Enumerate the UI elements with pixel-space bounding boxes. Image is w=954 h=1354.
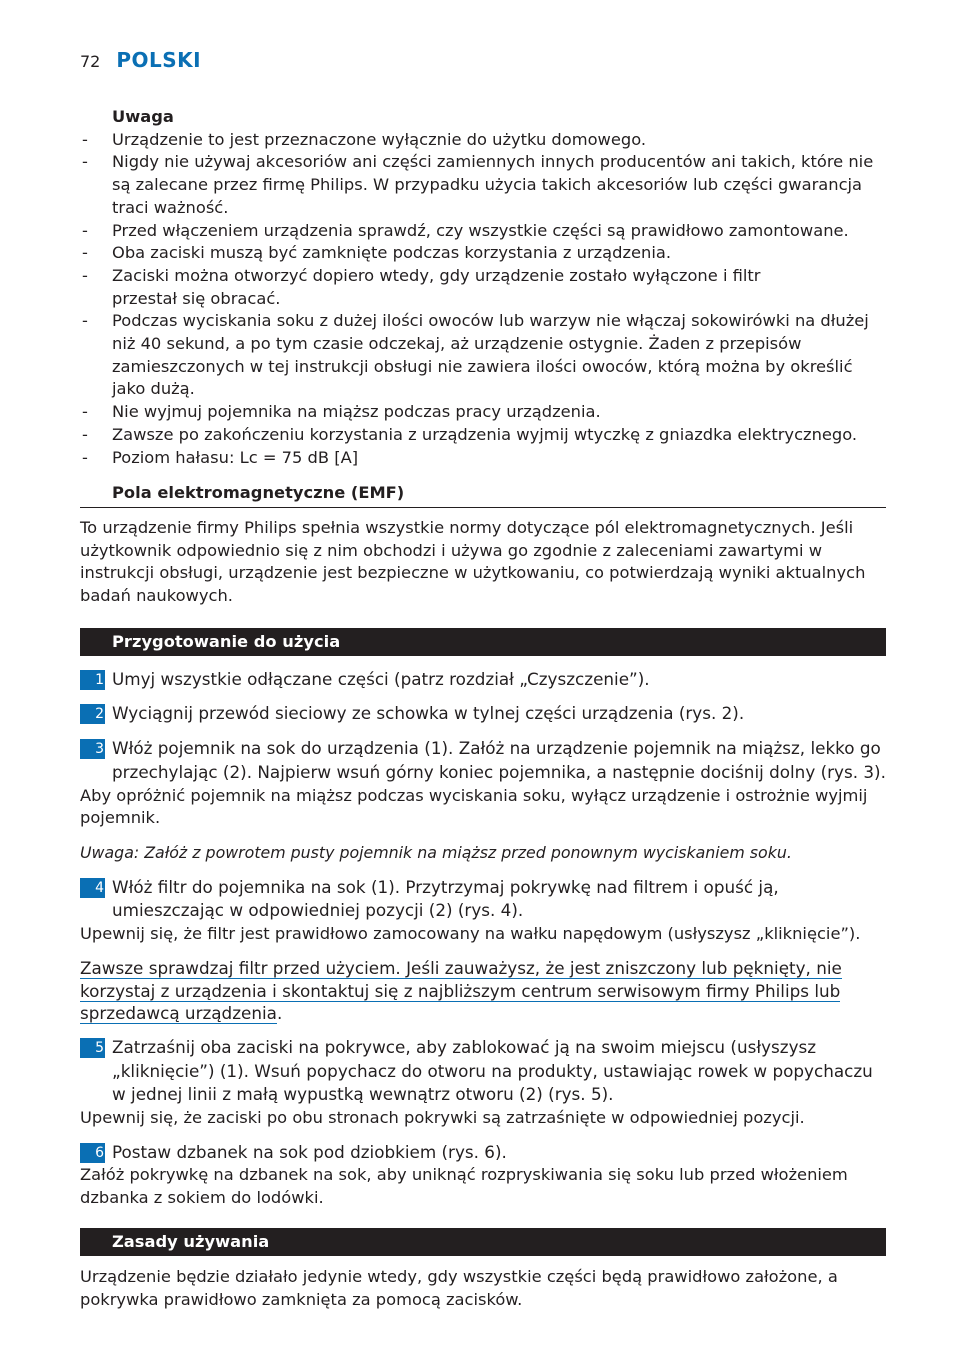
step-5 [80,1036,886,1107]
warning-item: - Nigdy nie używaj akcesoriów ani części zamiennych innych producentów ani takich, które nie są zalecane przez firmę Philips. W przypadku użycia takich akcesoriów lub części gwarancja traci ważność. [80,151,886,219]
rules-paragraph: Urządzenie będzie działało jedynie wtedy, gdy wszystkie części będą prawidłowo założone, a pokrywka prawidłowo zamknięta za pomocą zacisków. [80,1266,838,1309]
step-text: Włóż filtr do pojemnika na sok (1). Przytrzymaj pokrywkę nad filtrem i opuść ją, umieszczając w odpowiedniej pozycji (2) (rys. 4). [112,876,779,921]
step-number-badge: 1 [80,670,105,690]
step-number-badge: 2 [80,704,105,724]
emf-heading: Pola elektromagnetyczne (EMF) [80,482,886,508]
step-4 [80,876,886,923]
warning-item: - Nie wyjmuj pojemnika na miąższ podczas pracy urządzenia. [80,401,886,424]
section-heading-preparation: Przygotowanie do użycia [80,628,886,656]
warning-item: - Zaciski można otworzyć dopiero wtedy, gdy urządzenie zostało wyłączone i filtr przestał się obracać. [80,265,886,310]
warning-item: - Przed włączeniem urządzenia sprawdź, czy wszystkie części są prawidłowo zamontowane. [80,220,886,243]
warning-item: - Podczas wyciskania soku z dużej ilości owoców lub warzyw nie włączaj sokowirówki na dłużej niż 40 sekund, a po tym czasie odczekaj, aż urządzenie ostygnie. Żaden z przepisów zamieszczonych w tej instrukcji obsługi nie zawiera ilości owoców, którą można by określić jako dużą. [80,310,886,401]
filter-warning-line: Zawsze sprawdzaj filtr przed użyciem. Jeśli zauważysz, że jest zniszczony lub pęknięty, nie [80,957,842,978]
step-6 [80,1141,886,1165]
step-number-badge: 6 [80,1143,105,1163]
step-4-note: Upewnij się, że filtr jest prawidłowo zamocowany na wałku napędowym (usłyszysz „kliknięcie”). [80,924,861,944]
step-number-badge: 3 [80,739,105,759]
filter-warning [80,957,886,1025]
step-number-badge: 4 [80,878,105,898]
step-text: Umyj wszystkie odłączane części (patrz rozdział „Czyszczenie”). [112,668,650,689]
italic-note: Uwaga: Załóż z powrotem pusty pojemnik na miąższ przed ponownym wyciskaniem soku. [80,842,792,862]
page-number: 72 [80,52,101,71]
step-5-note: Upewnij się, że zaciski po obu stronach pokrywki są zatrzaśnięte w odpowiedniej pozycji. [80,1108,805,1128]
language-title: POLSKI [116,48,202,72]
step-text: Postaw dzbanek na sok pod dziobkiem (rys. 6). [112,1141,507,1162]
section-heading-rules: Zasady używania [80,1228,886,1256]
step-number-badge: 5 [80,1038,105,1058]
step-text: Włóż pojemnik na sok do urządzenia (1). Załóż na urządzenie pojemnik na miąższ, lekko go przechylając (2). Najpierw wsuń górny koniec pojemnika, a następnie dociśnij dolny (rys. 3). [112,738,886,782]
step-3 [80,737,886,784]
page-content [80,106,886,1311]
filter-warning-line: sprzedawcą urządzenia [80,1003,277,1024]
warning-list [80,129,886,470]
step-text: Zatrzaśnij oba zaciski na pokrywce, aby zablokować ją na swoim miejscu (usłyszysz „kliknięcie”) (1). Wsuń popychacz do otworu na produkty, ustawiając rowek w popychaczu w jednej linii z małą wypustką wewnątrz otworu (2) (rys. 5). [112,1036,873,1105]
step-2 [80,702,886,726]
filter-warning-end: . [276,1003,283,1024]
warning-item: - Urządzenie to jest przeznaczone wyłącznie do użytku domowego. [80,129,886,152]
step-6-note: Załóż pokrywkę na dzbanek na sok, aby uniknąć rozpryskiwania się soku lub przed włożeniem dzbanka z sokiem do lodówki. [80,1165,848,1208]
filter-warning-line: korzystaj z urządzenia i skontaktuj się z najbliższym centrum serwisowym firmy Philips lub [80,980,841,1001]
page-header [80,48,201,74]
warning-item: - Poziom hałasu: Lc = 75 dB [A] [80,447,886,470]
step-1 [80,668,886,692]
step-text: Wyciągnij przewód sieciowy ze schowka w tylnej części urządzenia (rys. 2). [112,703,745,724]
warning-item: - Oba zaciski muszą być zamknięte podczas korzystania z urządzenia. [80,242,886,265]
step-3-note: Aby opróżnić pojemnik na miąższ podczas wyciskania soku, wyłącz urządzenie i ostrożnie wyjmij pojemnik. [80,785,868,828]
warning-item: - Zawsze po zakończeniu korzystania z urządzenia wyjmij wtyczkę z gniazdka elektrycznego. [80,424,886,447]
emf-paragraph: To urządzenie firmy Philips spełnia wszystkie normy dotyczące pól elektromagnetycznych. Jeśli użytkownik odpowiednio się z nim obchodzi i używa go zgodnie z zaleceniami zawartymi w instrukcji obsługi, urządzenie jest bezpieczne w użytkowaniu, co potwierdzają wyniki aktualnych badań naukowych. [80,517,866,606]
warning-title: Uwaga [112,107,174,126]
